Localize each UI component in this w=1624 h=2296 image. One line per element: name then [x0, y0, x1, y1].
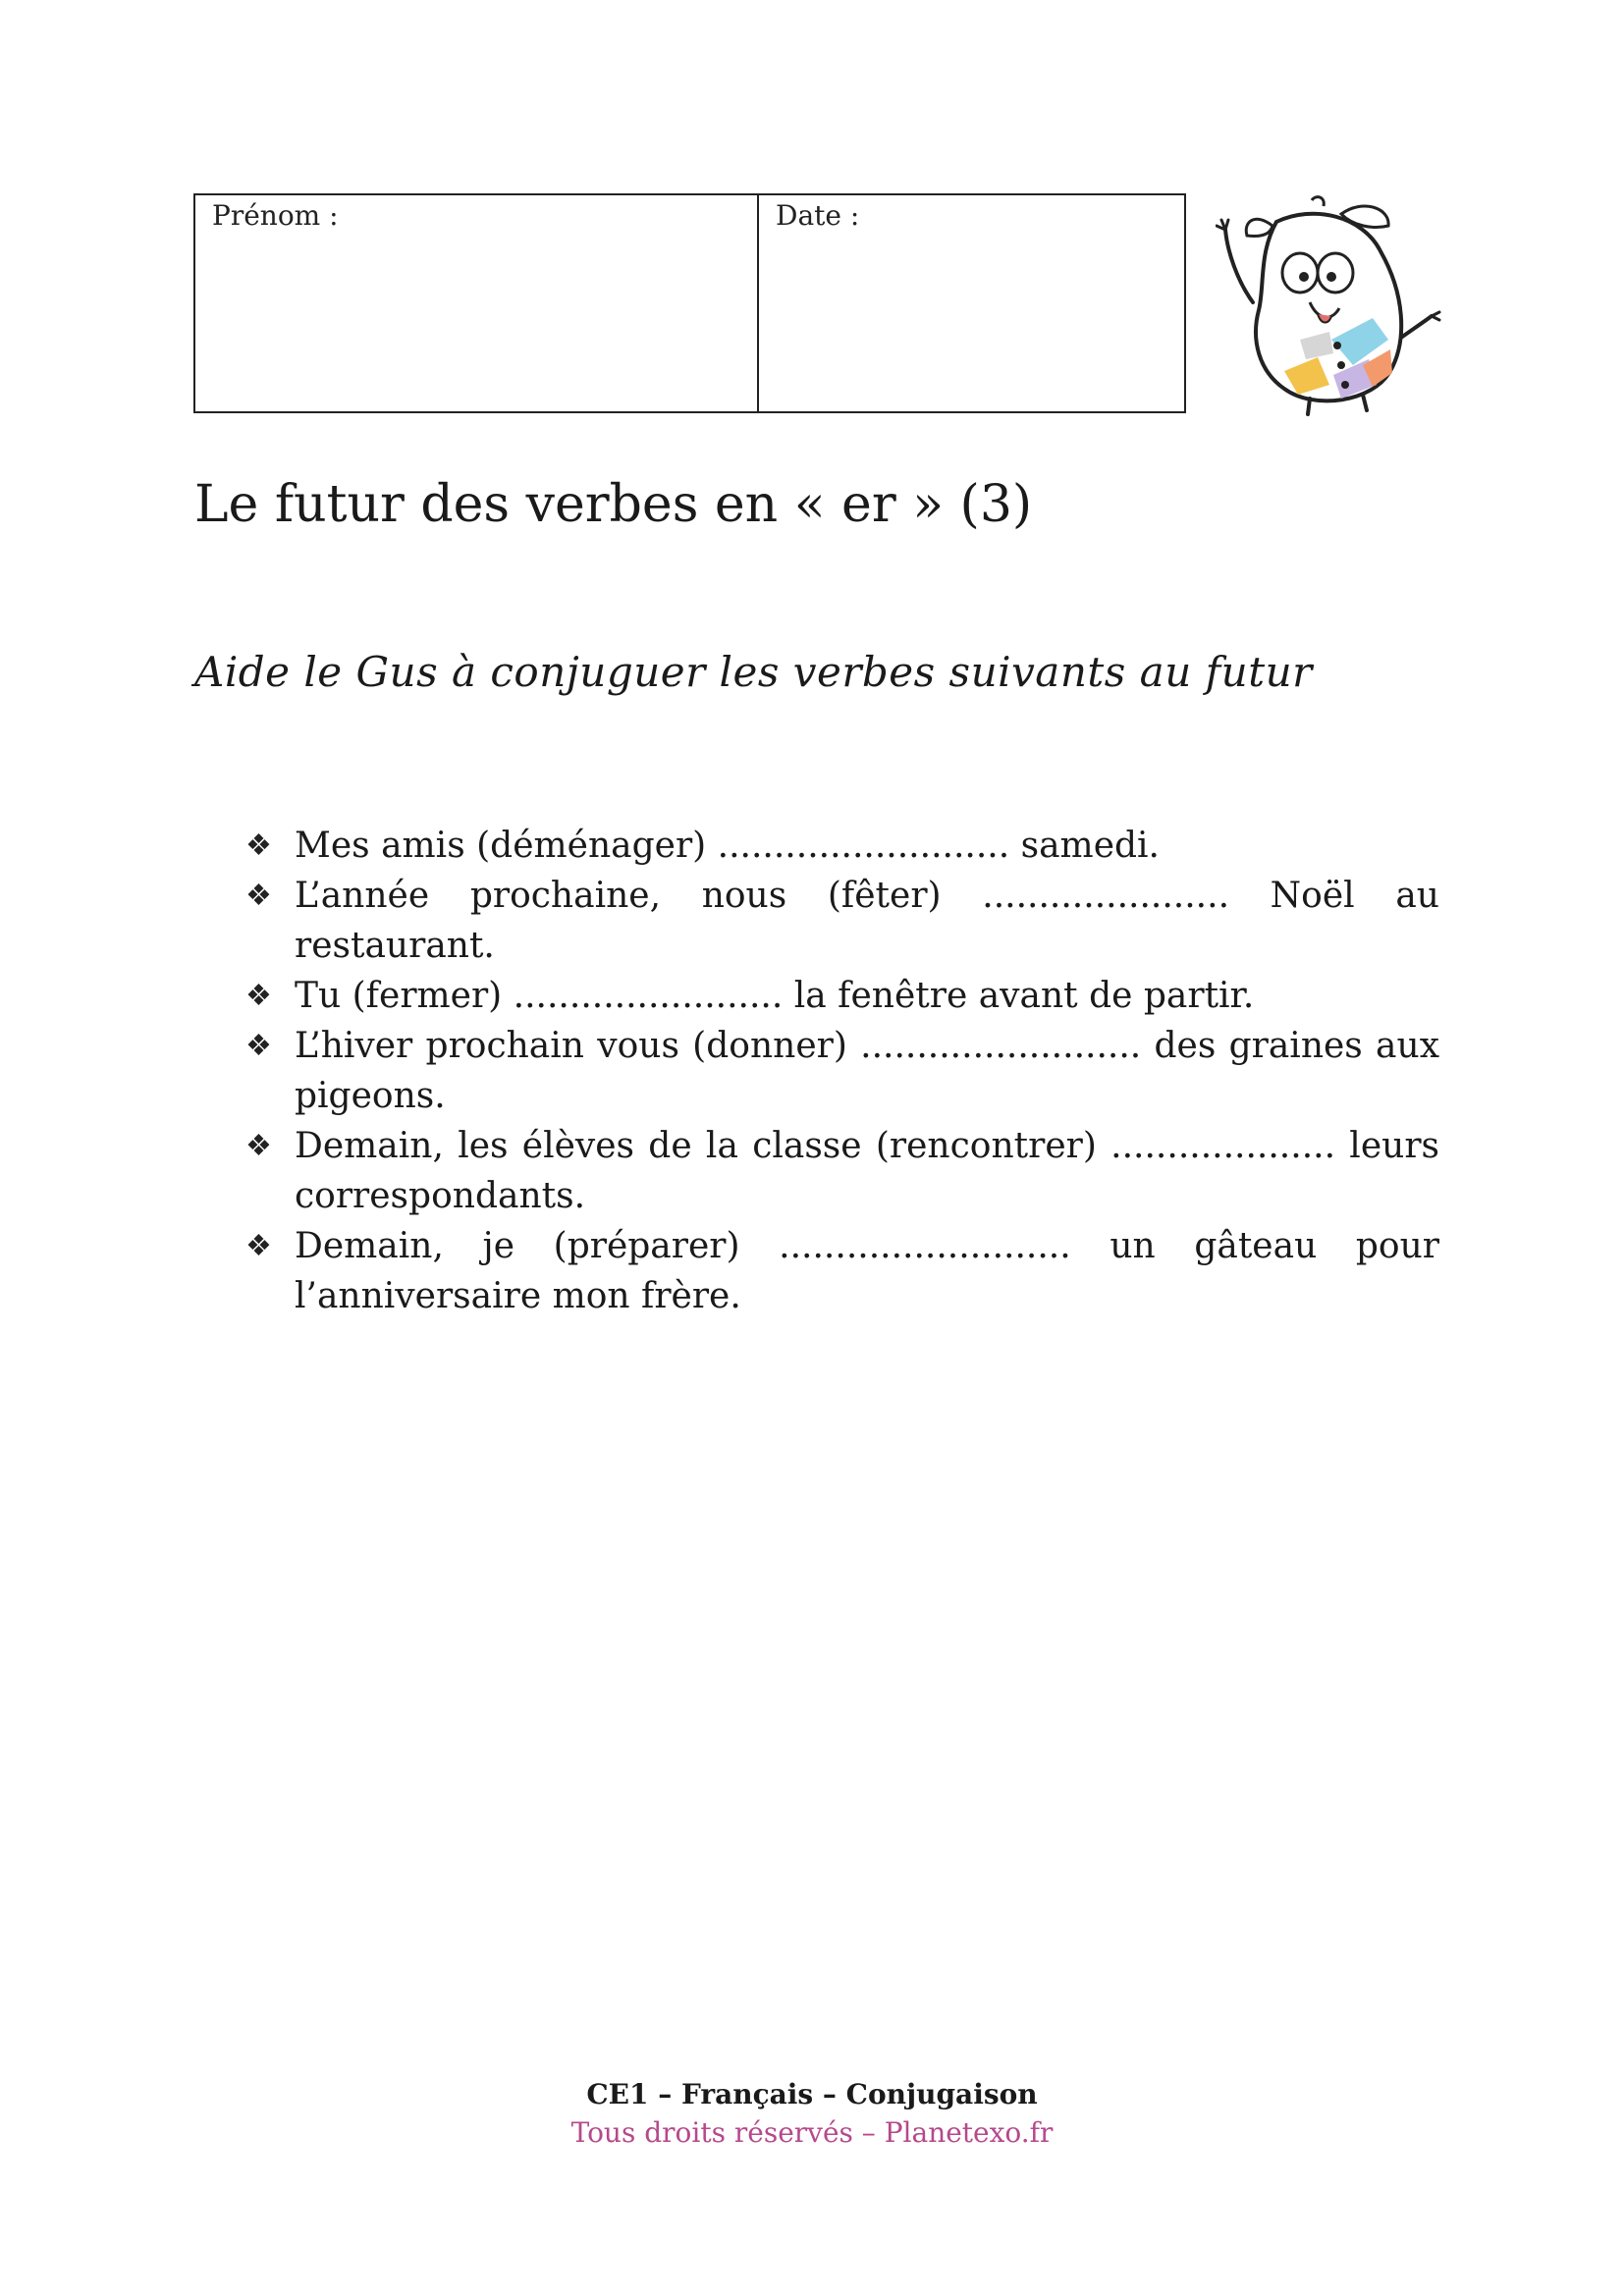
list-item	[245, 1221, 1439, 1321]
instruction-text: Aide le Gus à conjuguer les verbes suivants au futur	[194, 648, 1313, 696]
date-label: Date :	[776, 199, 860, 232]
student-info-table	[193, 193, 1186, 413]
list-item	[245, 871, 1439, 971]
exercise-list	[245, 821, 1439, 1321]
diamond-bullet-icon: ❖	[245, 1129, 272, 1163]
list-item	[245, 821, 1439, 871]
footer-course-label: CE1 – Français – Conjugaison	[586, 2078, 1038, 2110]
diamond-bullet-icon: ❖	[245, 879, 272, 913]
diamond-bullet-icon: ❖	[245, 1229, 272, 1263]
footer-copyright-link[interactable]: Tous droits réservés – Planetexo.fr	[570, 2116, 1054, 2149]
diamond-bullet-icon: ❖	[245, 1029, 272, 1063]
exercise-sentence: Tu (fermer) ........................ la fenêtre avant de partir.	[295, 976, 1255, 1016]
exercise-sentence: Demain, les élèves de la classe (rencontrer) .................... leurs correspondants.	[295, 1126, 1439, 1216]
name-field[interactable]	[195, 195, 759, 411]
name-label: Prénom :	[212, 199, 339, 232]
exercise-sentence: Demain, je (préparer) .......................... un gâteau pour l’anniversaire mon frère.	[295, 1226, 1439, 1316]
page-title: Le futur des verbes en « er » (3)	[194, 475, 1033, 534]
gus-mascot-icon	[1216, 192, 1443, 418]
list-item	[245, 1021, 1439, 1121]
diamond-bullet-icon: ❖	[245, 828, 272, 863]
exercise-sentence: L’hiver prochain vous (donner) ......................... des graines aux pigeons.	[295, 1026, 1439, 1116]
list-item	[245, 1121, 1439, 1221]
exercise-sentence: Mes amis (déménager) .......................... samedi.	[295, 826, 1160, 866]
list-item	[245, 971, 1439, 1021]
exercise-sentence: L’année prochaine, nous (fêter) ...................... Noël au restaurant.	[295, 876, 1439, 966]
date-field[interactable]	[759, 195, 1184, 411]
diamond-bullet-icon: ❖	[245, 979, 272, 1013]
